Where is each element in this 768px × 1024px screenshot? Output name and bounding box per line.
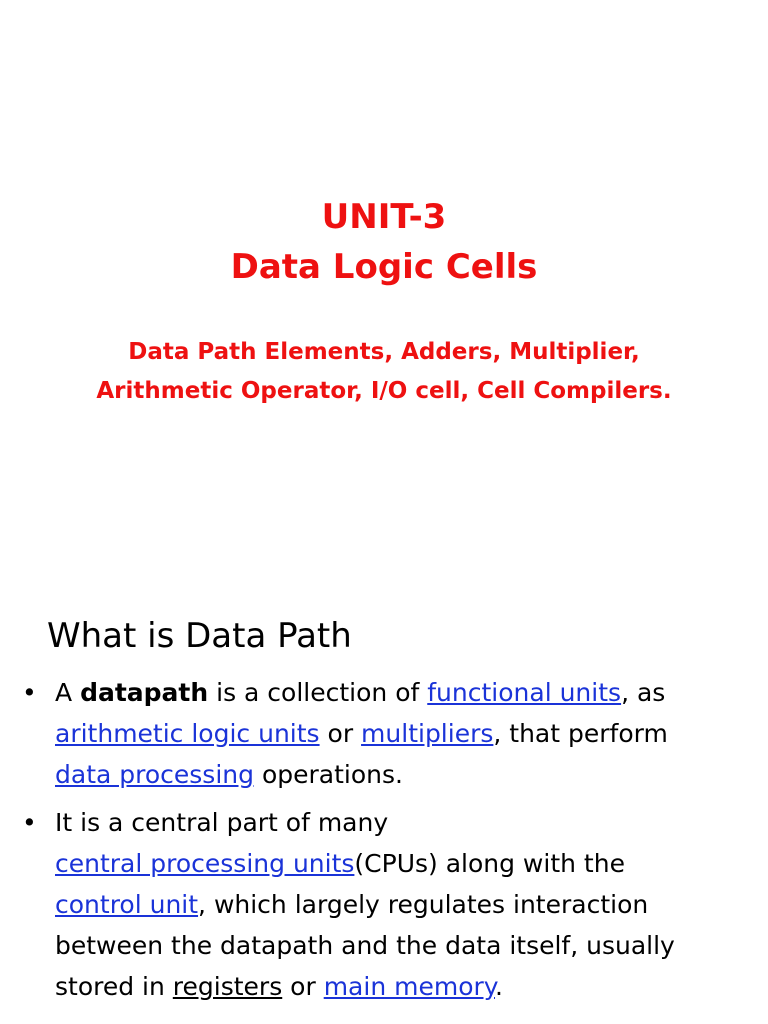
bullet-line <box>55 802 768 843</box>
text-run: stored in <box>55 972 173 1001</box>
bullet-marker: • <box>22 678 37 707</box>
text-run: operations. <box>254 760 403 789</box>
subtitle-line-2: Arithmetic Operator, I/O cell, Cell Compilers. <box>96 378 672 404</box>
text-run: between the datapath and the data itself, usually <box>55 931 675 960</box>
title-line-unit: UNIT-3 <box>321 197 447 237</box>
section-heading: What is Data Path <box>47 616 352 656</box>
bullet-line <box>55 966 768 1007</box>
text-run: A <box>55 678 81 707</box>
link-data-processing[interactable]: data processing <box>55 760 254 789</box>
bullet-line <box>55 843 768 884</box>
text-run: or <box>319 719 362 748</box>
link-functional-units[interactable]: functional units <box>427 678 622 707</box>
underlined-term-registers: registers <box>172 972 283 1001</box>
bullet-line <box>55 713 768 754</box>
text-run: , which largely regulates interaction <box>198 890 649 919</box>
text-run: , as <box>621 678 666 707</box>
bullet-line <box>55 884 768 925</box>
text-run: is a collection of <box>208 678 428 707</box>
slide-title <box>0 192 768 292</box>
bullet-line <box>55 754 768 795</box>
bullet-item-cpu-role <box>0 802 768 1007</box>
content-slide <box>0 512 768 1024</box>
bullet-list <box>0 672 768 1014</box>
link-main-memory[interactable]: main memory <box>323 972 496 1001</box>
link-central-processing-units[interactable]: central processing units <box>55 849 355 878</box>
text-run: . <box>495 972 503 1001</box>
link-control-unit[interactable]: control unit <box>55 890 199 919</box>
bullet-marker: • <box>22 808 37 837</box>
slide-subtitle <box>0 333 768 411</box>
link-arithmetic-logic-units[interactable]: arithmetic logic units <box>55 719 320 748</box>
text-run: , that perform <box>493 719 668 748</box>
text-run: It is a central part of many <box>55 808 389 837</box>
text-run: (CPUs) along with the <box>354 849 625 878</box>
title-line-topic: Data Logic Cells <box>230 247 538 287</box>
text-run: or <box>282 972 324 1001</box>
bullet-item-datapath-definition <box>0 672 768 795</box>
link-multipliers[interactable]: multipliers <box>361 719 494 748</box>
bullet-line <box>55 925 768 966</box>
bullet-line <box>55 672 768 713</box>
subtitle-line-1: Data Path Elements, Adders, Multiplier, <box>128 339 640 365</box>
bold-term-datapath: datapath <box>80 678 209 707</box>
